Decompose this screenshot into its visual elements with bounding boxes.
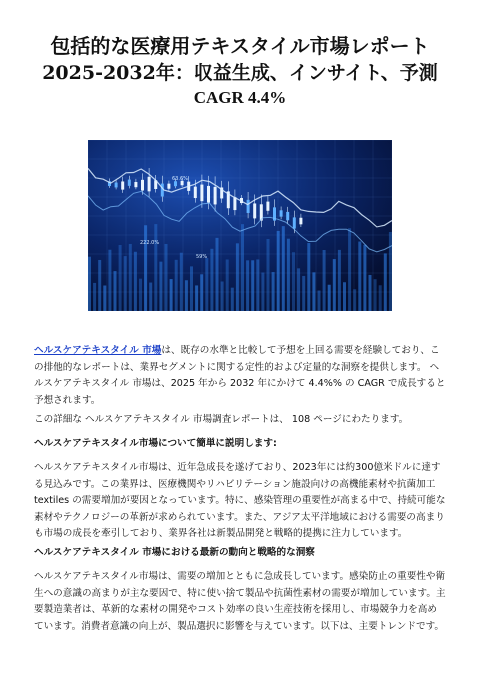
- section1-paragraph: ヘルスケアテキスタイル市場は、近年急成長を遂げており、2023年には約300億米ドルに達する見込みです。この業界は、医療機関やリハビリテーション施設向けの高機能素材や抗菌加工textiles の需要増加が要因となっています。特に、感染管理の重要性が高まる中で、持続可能な素材やテクノロジーの革新が求められています。また、アジア太平洋地域における需要の高まりも市場の成長を牽引しており、業界各社は新製品開発と戦略的提携に注力しています。: [34, 462, 446, 539]
- hero-label-1: 63.6%: [172, 176, 188, 182]
- hero-financial-chart-image: [88, 140, 392, 311]
- report-title-line2: 2025-2032年：収益生成、インサイト、予測: [42, 62, 438, 84]
- report-title-line1: 包括的な医療用テキスタイル市場レポート: [50, 34, 430, 58]
- hero-label-3: 59%: [196, 254, 208, 260]
- healthcare-textile-market-link[interactable]: ヘルスケアテキスタイル 市場: [34, 345, 162, 356]
- intro-paragraph: [34, 343, 446, 409]
- section1-heading: ヘルスケアテキスタイル市場について簡単に説明します:: [34, 438, 277, 449]
- hero-label-2: 222.0%: [140, 240, 160, 246]
- section2-heading: ヘルスケアテキスタイル 市場における最新の動向と戦略的な洞察: [34, 547, 315, 558]
- hero-chart-graphic: [88, 140, 392, 311]
- section2-paragraph: ヘルスケアテキスタイル市場は、需要の増加とともに急成長しています。感染防止の重要性や衛生への意識の高まりが主な要因で、特に使い捨て製品や抗菌性素材の需要が増加しています。主要製造業者は、革新的な素材の開発やコスト効率の良い生産技術を採用し、市場競争力を高めています。消費者意識の向上が、製品選択に影響を与えています。以下は、主要トレンドです。: [34, 571, 446, 632]
- detail-paragraph: この詳細な ヘルスケアテキスタイル 市場調査レポートは、 108 ページにわたります。: [34, 414, 409, 425]
- intro-text: は、既存の水準と比較して予想を上回る需要を経験しており、この排他的なレポートは、業界セグメントに関する定性的および定量的な洞察を提供します。 ヘルスケアテキスタイル 市場は、2025 年から 2032 年にかけて 4.4%% の CAGR で成長すると予想されます。: [34, 345, 446, 406]
- report-title-cagr: CAGR 4.4%: [193, 88, 287, 107]
